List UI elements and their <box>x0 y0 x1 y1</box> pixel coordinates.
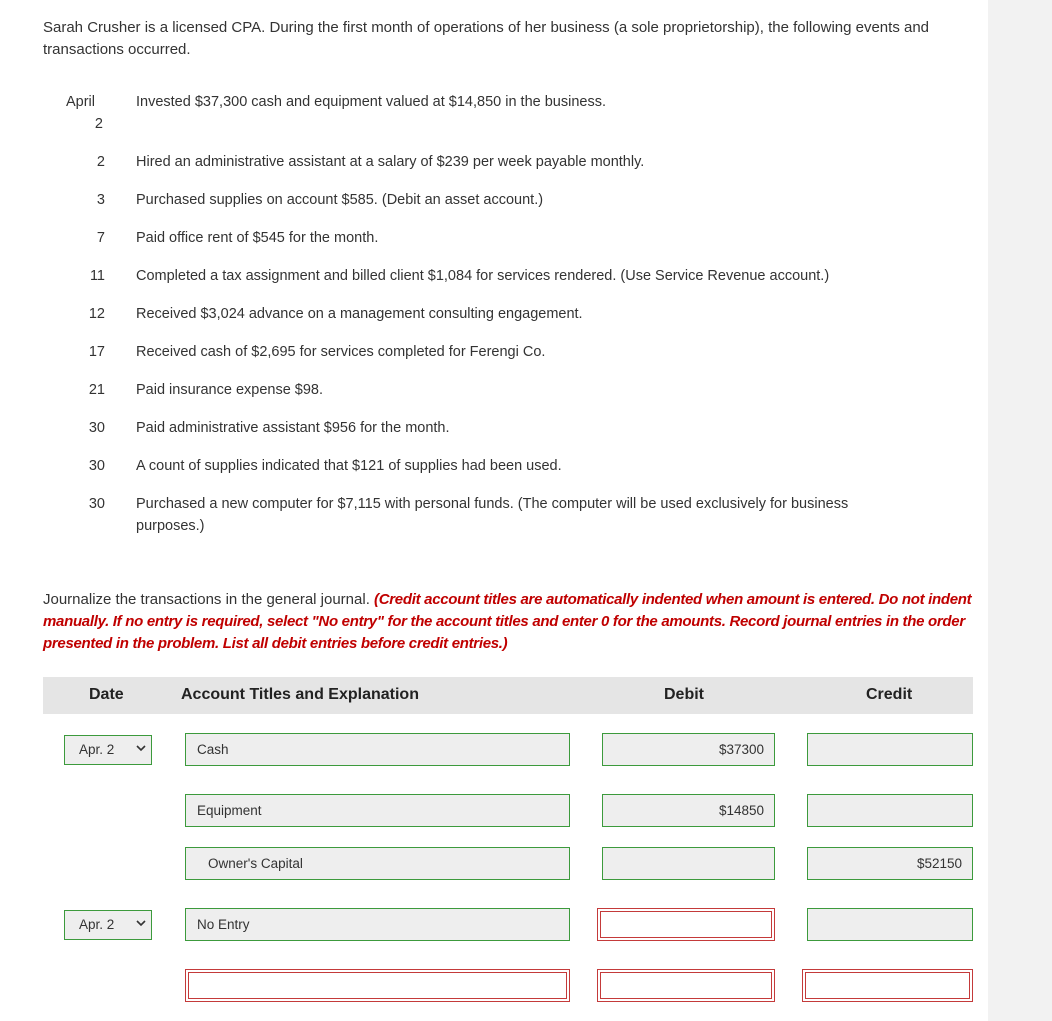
event-day: 3 <box>96 192 105 208</box>
credit-input[interactable]: $52150 <box>807 847 973 880</box>
debit-input[interactable] <box>597 908 775 941</box>
event-text: Paid insurance expense $98. <box>136 382 324 398</box>
instructions-text: Journalize the transactions in the general journal. <box>43 591 375 608</box>
chevron-down-icon <box>135 917 147 929</box>
event-day: 12 <box>88 306 105 322</box>
entry-date-value: Apr. 2 <box>79 742 115 757</box>
date-column-header: Date <box>89 686 124 703</box>
debit-input[interactable]: $37300 <box>602 733 775 766</box>
account-title-select[interactable]: Owner's Capital <box>185 847 570 880</box>
event-day: 11 <box>89 268 105 284</box>
event-day: 2 <box>94 116 103 132</box>
credit-column-header: Credit <box>866 686 913 703</box>
account-column-header: Account Titles and Explanation <box>181 686 419 703</box>
event-day: 30 <box>88 458 105 474</box>
event-text: Paid office rent of $545 for the month. <box>136 230 379 246</box>
event-text: Completed a tax assignment and billed client $1,084 for services rendered. (Use Service Revenue account.) <box>136 268 830 284</box>
entry-date-select[interactable] <box>64 735 152 765</box>
credit-input[interactable] <box>807 794 973 827</box>
journal-table-header <box>43 677 973 714</box>
debit-input[interactable]: $14850 <box>602 794 775 827</box>
event-day: 17 <box>88 344 105 360</box>
journal-instructions <box>43 589 973 655</box>
debit-input[interactable] <box>602 847 775 880</box>
debit-input[interactable] <box>597 969 775 1002</box>
account-title-select[interactable] <box>185 969 570 1002</box>
event-text: Hired an administrative assistant at a salary of $239 per week payable monthly. <box>136 154 645 170</box>
event-text: Purchased supplies on account $585. (Debit an asset account.) <box>136 192 544 208</box>
problem-intro: Sarah Crusher is a licensed CPA. During the first month of operations of her business (a sole proprietorship), the following events and transactions occurred. <box>43 19 930 58</box>
debit-column-header: Debit <box>664 686 704 703</box>
page-gutter <box>988 0 1052 1021</box>
event-text: Invested $37,300 cash and equipment valued at $14,850 in the business. <box>136 94 606 110</box>
event-text: Paid administrative assistant $956 for the month. <box>136 420 450 436</box>
instructions-emphasis: (Credit account titles are automatically indented when amount is entered. Do not indent manually. If no entry is required, select "No entry" for the account titles and enter 0 for the amounts. Record journal entries in the order presented in the problem. List all debit entries before credit entries.) <box>43 591 972 652</box>
account-title-select[interactable]: Cash <box>185 733 570 766</box>
account-title-select[interactable]: Equipment <box>185 794 570 827</box>
credit-input[interactable] <box>807 733 973 766</box>
chevron-down-icon <box>135 742 147 754</box>
credit-input[interactable] <box>807 908 973 941</box>
event-text: A count of supplies indicated that $121 of supplies had been used. <box>136 458 562 474</box>
entry-date-value: Apr. 2 <box>79 917 115 932</box>
event-day: 21 <box>88 382 105 398</box>
event-day: 7 <box>96 230 105 246</box>
entry-date-select[interactable] <box>64 910 152 940</box>
event-day: 2 <box>96 154 105 170</box>
event-text: Received cash of $2,695 for services completed for Ferengi Co. <box>136 344 546 360</box>
event-day: 30 <box>88 420 105 436</box>
account-title-select[interactable]: No Entry <box>185 908 570 941</box>
event-text: Purchased a new computer for $7,115 with personal funds. (The computer will be used exclusively for business purposes.) <box>136 496 849 534</box>
credit-input[interactable] <box>802 969 973 1002</box>
event-month: April <box>65 94 95 110</box>
event-day: 30 <box>88 496 105 512</box>
event-text: Received $3,024 advance on a management consulting engagement. <box>136 306 583 322</box>
